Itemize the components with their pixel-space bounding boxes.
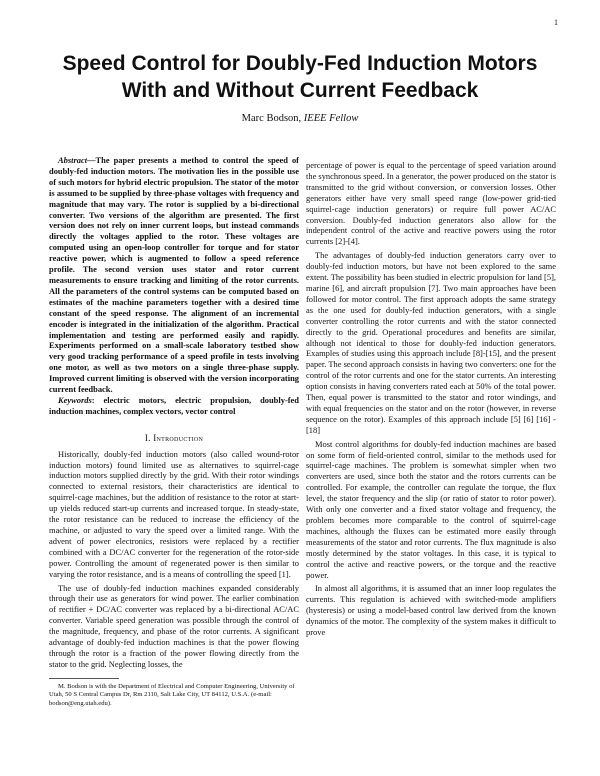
left-column (49, 155, 299, 708)
paper-title (30, 50, 570, 104)
page-number: 1 (554, 18, 558, 27)
abstract-text: —The paper presents a method to control the speed of doubly-fed induction motors. The motivation lies in the possible use of such motors for hybrid electric propulsion. The stator of the motor is assumed to be supplied by three-phase voltages with frequency and magnitude that may vary. The rotor is supplied by a bi-directional converter. Two versions of the algorithm are presented. The first version does not rely on inner current loops, but instead commands directly the voltages applied to the rotor. These voltages are computed using an open-loop controller for torque and for stator reactive power, which is augmented to follow a speed reference profile. The second version uses stator and rotor current measurements to ensure tracking and limiting of the rotor currents. All the parameters of the control systems can be computed based on estimates of the machine parameters together with a desired time constant of the speed response. The alignment of an incremental encoder is integrated in the initialization of the algorithm. Practical implementation and testing are performed easily and rapidly. Experiments performed on a small-scale laboratory testbed show very good tracking performance of a speed profile in tests involving one motor, as well as two motors on a single three-phase supply. Improved current limiting is observed with the version incorporating current feedback. (49, 155, 299, 395)
section-heading-introduction: I. Introduction (144, 432, 204, 443)
right-column (306, 160, 556, 641)
title-line-2: With and Without Current Feedback (121, 79, 479, 102)
paragraph: The advantages of doubly-fed induction generators carry over to doubly-fed induction motors, but have not been explored to the same extent. The possibility has been studied in electric propulsion for land [5], marine [6], and aircraft propulsion [7]. Two main approaches have been followed for motor control. The first approach adopts the same strategy as the one used for doubly-fed induction generators, with a single converter controlling the rotor currents and with the stator connected directly to the grid. Operational procedures and benefits are similar, although not identical to those for doubly-fed induction generators. Examples of studies using this approach include [8]-[15], and the present paper. The second approach consists in having two converters: one for the control of the rotor currents and one for the stator currents. An interesting option consists in having converters rated each at 50% of the total power. Then, equal power is transmitted to the stator and rotor windings, and with equal frequencies on the stator and on the rotor (however, in reverse sequence on the rotor). Examples of this approach include [5] [6] [16] -[18] (306, 250, 556, 435)
keywords-text: : electric motors, electric propulsion, doubly-fed induction machines, complex vectors, vector control (49, 394, 299, 416)
paragraph: Historically, doubly-fed induction motors (also called wound-rotor induction motors) found limited use as alternatives to squirrel-cage induction motors supplied directly by the grid. With their rotor windings connected to external resistors, their characteristics are identical to squirrel-cage machines, but the addition of resistance to the rotor at start-up yields reduced start-up currents and increased torque. In steady-state, the rotor resistance can be reduced to increase the efficiency of the machine, or adjusted to vary the speed over a limited range. With the advent of power electronics, resistors were replaced by a rectifier combined with a DC/AC converter for the regeneration of the rotor-side power. Controlling the amount of regenerated power is then similar to varying the rotor resistance, and is a means of controlling the speed [1]. (49, 448, 299, 579)
keywords (49, 395, 299, 417)
abstract (49, 155, 299, 395)
paragraph: Most control algorithms for doubly-fed induction machines are based on some form of field-oriented control, similar to the methods used for squirrel-cage machines. The problem is somewhat simpler when two converters are used, since both the stator and the rotors currents can be controlled. For example, the controller can regulate the torque, the flux level, the stator frequency and the slip (or ratio of stator to rotor power). With only one converter and a fixed stator voltage and frequency, the problem becomes more comparable to the control of squirrel-cage machines, although the fluxes can be estimated more easily through measurements of the stator and rotor currents. The flux magnitude is also mostly determined by the stator voltages. In this case, it is typical to control the active and reactive powers, or the torque and the reactive power. (306, 438, 556, 580)
abstract-lead: Abstract (58, 155, 88, 165)
paragraph: percentage of power is equal to the percentage of speed variation around the synchronous speed. In a generator, the power produced on the stator is transmitted to the grid without conversion, or conversion losses. Other generators either have very small speed range (low-power grid-tied squirrel-cage induction generators) or require full power AC/AC conversion. Doubly-fed induction generators also allow for the independent control of the active and reactive powers using the rotor currents [2]-[4]. (306, 160, 556, 247)
author-affiliation: IEEE Fellow (303, 113, 359, 124)
keywords-lead: Keywords (58, 394, 92, 405)
title-line-1: Speed Control for Doubly-Fed Induction Motors (62, 52, 538, 75)
author-name: Marc Bodson, (241, 113, 302, 124)
author-line (30, 113, 570, 124)
author-footnote: M. Bodson is with the Department of Electrical and Computer Engineering, University of Utah, 50 S Central Campus Dr, Rm 2110, Salt Lake City, UT 84112, U.S.A. (e-mail: bodson@eng.utah.edu). (49, 682, 295, 707)
paragraph: In almost all algorithms, it is assumed that an inner loop regulates the currents. This regulation is achieved with switched-mode amplifiers (hysteresis) or using a model-based control law derived from the known dynamics of the motor. The complexity of the system makes it difficult to prove (306, 583, 556, 638)
paragraph: The use of doubly-fed induction machines expanded considerably through their use as generators for wind power. The earlier combination of rectifier + DC/AC converter was replaced by a bi-directional AC/AC converter. Variable speed generation was possible through the control of the magnitude, frequency, and phase of the rotor currents. A significant advantage of doubly-fed induction machines is that the power flowing through the rotor is a fraction of the power flowing directly from the stator to the grid. Neglecting losses, the (49, 582, 299, 669)
footnote-divider (49, 678, 119, 679)
